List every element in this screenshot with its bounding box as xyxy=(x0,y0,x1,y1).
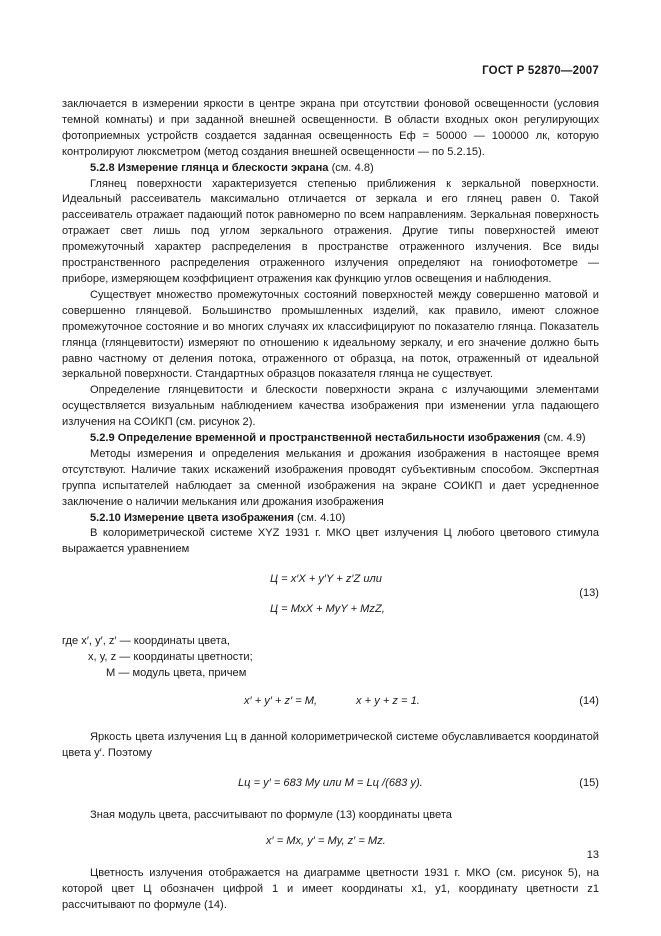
section-number: 5.2.8 xyxy=(90,161,115,174)
section-number: 5.2.10 xyxy=(90,511,121,524)
definition-line: x, y, z — координаты цветности; xyxy=(88,651,253,664)
section-reference: (см. 4.8) xyxy=(328,161,374,174)
definition-line: где x′, y′, z′ — координаты цвета, xyxy=(62,635,230,648)
paragraph: В колориметрической системе XYZ 1931 г. МКО цвет излучения Ц любого цветового стимула выражается уравнением xyxy=(62,527,599,556)
paragraph: Методы измерения и определения мелькания и дрожания изображения в настоящее время отсутствуют. Наличие таких искажений изображения проводят субъективным способом. Экспертная группа испытателей наблюдает за сменной изображения на экране СОИКП и дает усредненное заключение о наличии мелькания или дрожания изображения xyxy=(62,447,599,508)
page-body xyxy=(62,97,599,913)
section-title: Измерение цвета изображения xyxy=(123,511,294,524)
definition-line: M — модуль цвета, причем xyxy=(106,667,247,680)
paragraph-continuation: заключается в измерении яркости в центре экрана при отсутствии фоновой освещенности (условия темной комнаты) и при заданной внешней освещенности. В области входных окон регулирующих фотоприемных устройств создается заданная освещенность Eф = 50000 — 100000 лк, которую контролируют люксметром (метод создания внешней освещенности — по 5.2.15). xyxy=(62,98,599,158)
equation-text: x′ + y′ + z′ = M, xyxy=(244,695,318,707)
section-title: Определение временной и пространственной нестабильности изображения xyxy=(117,432,541,445)
equation-13-line1 xyxy=(62,572,599,590)
paragraph: Зная модуль цвета, рассчитывают по формуле (13) координаты цвета xyxy=(90,808,452,821)
equation-14 xyxy=(62,694,599,712)
equation-text: x + y + z = 1. xyxy=(356,695,420,707)
section-heading-5-2-8 xyxy=(62,161,599,177)
section-reference: (см. 4.10) xyxy=(293,511,346,524)
equation-text: Ц = MxX + MyY + MzZ, xyxy=(270,603,385,616)
variable-definitions xyxy=(62,634,599,682)
equation-16 xyxy=(62,834,599,852)
section-heading-5-2-9 xyxy=(62,431,599,447)
equation-text: Lц = y′ = 683 My или M = Lц /(683 y). xyxy=(238,776,423,789)
paragraph: Определение глянцевитости и блескости поверхности экрана с излучающими элементами осуществляется визуальным наблюдением качества изображения при изменении угла падающего излучения на СОИКП (см. рисунок 2). xyxy=(62,384,599,429)
page-number: 13 xyxy=(586,849,599,861)
paragraph: Цветность излучения отображается на диаграмме цветности 1931 г. МКО (см. рисунок 5), на которой цвет Ц обозначен цифрой 1 и имеет координаты x1, y1, координату цветности z1 рассчитывают по формуле (14). xyxy=(62,866,599,911)
equation-15 xyxy=(62,776,599,794)
equation-text: x′ = Mx, y′ = My, z′ = Mz. xyxy=(266,834,386,847)
section-reference: (см. 4.9) xyxy=(540,432,586,445)
paragraph: Глянец поверхности характеризуется степенью приближения к зеркальной поверхности. Идеальный рассеиватель максимально отличается от зеркала и его глянец равен 0. Такой рассеиватель отражает падающий поток равномерно по всем направлениям. Зеркальная поверхность отражает свет лишь под углом зеркального отражения. Другие типы поверхностей имеют промежуточный характер распределения в пространстве отраженного излучения. Все виды пространственного распределения отраженного излучения определяют на гониофотометре — приборе, измеряющем коэффициент отражения как функцию углов освещения и наблюдения. xyxy=(62,177,599,285)
equation-number: (13) xyxy=(579,587,599,600)
standard-header: ГОСТ Р 52870—2007 xyxy=(482,65,599,77)
equation-number-row xyxy=(62,587,599,602)
equation-number: (14) xyxy=(579,695,599,707)
paragraph: Яркость цвета излучения Lц в данной колориметрической системе обуславливается координатой цвета y′. Поэтому xyxy=(62,731,599,759)
equation-13-line2 xyxy=(62,602,599,620)
equation-text: Ц = x′X + y′Y + z′Z или xyxy=(270,573,382,586)
section-heading-5-2-10 xyxy=(62,511,599,527)
section-number: 5.2.9 xyxy=(90,432,115,445)
equation-number: (15) xyxy=(579,776,599,789)
paragraph: Существует множество промежуточных состояний поверхностей между совершенно матовой и совершенно глянцевой. Большинство промышленных изделий, как правило, имеют сложное промежуточное состояние и во многих случаях их классифицируют по показателю глянца. Показатель глянца (глянцевитости) измеряют по отношению к идеальному зеркалу, и его значение должно быть равно частному от деления потока, отраженного от образца, на поток, отраженный от идеальной зеркальной поверхности. Стандартных образцов показателя глянца не существует. xyxy=(62,288,599,381)
section-title: Измерение глянца и блескости экрана xyxy=(117,161,329,174)
